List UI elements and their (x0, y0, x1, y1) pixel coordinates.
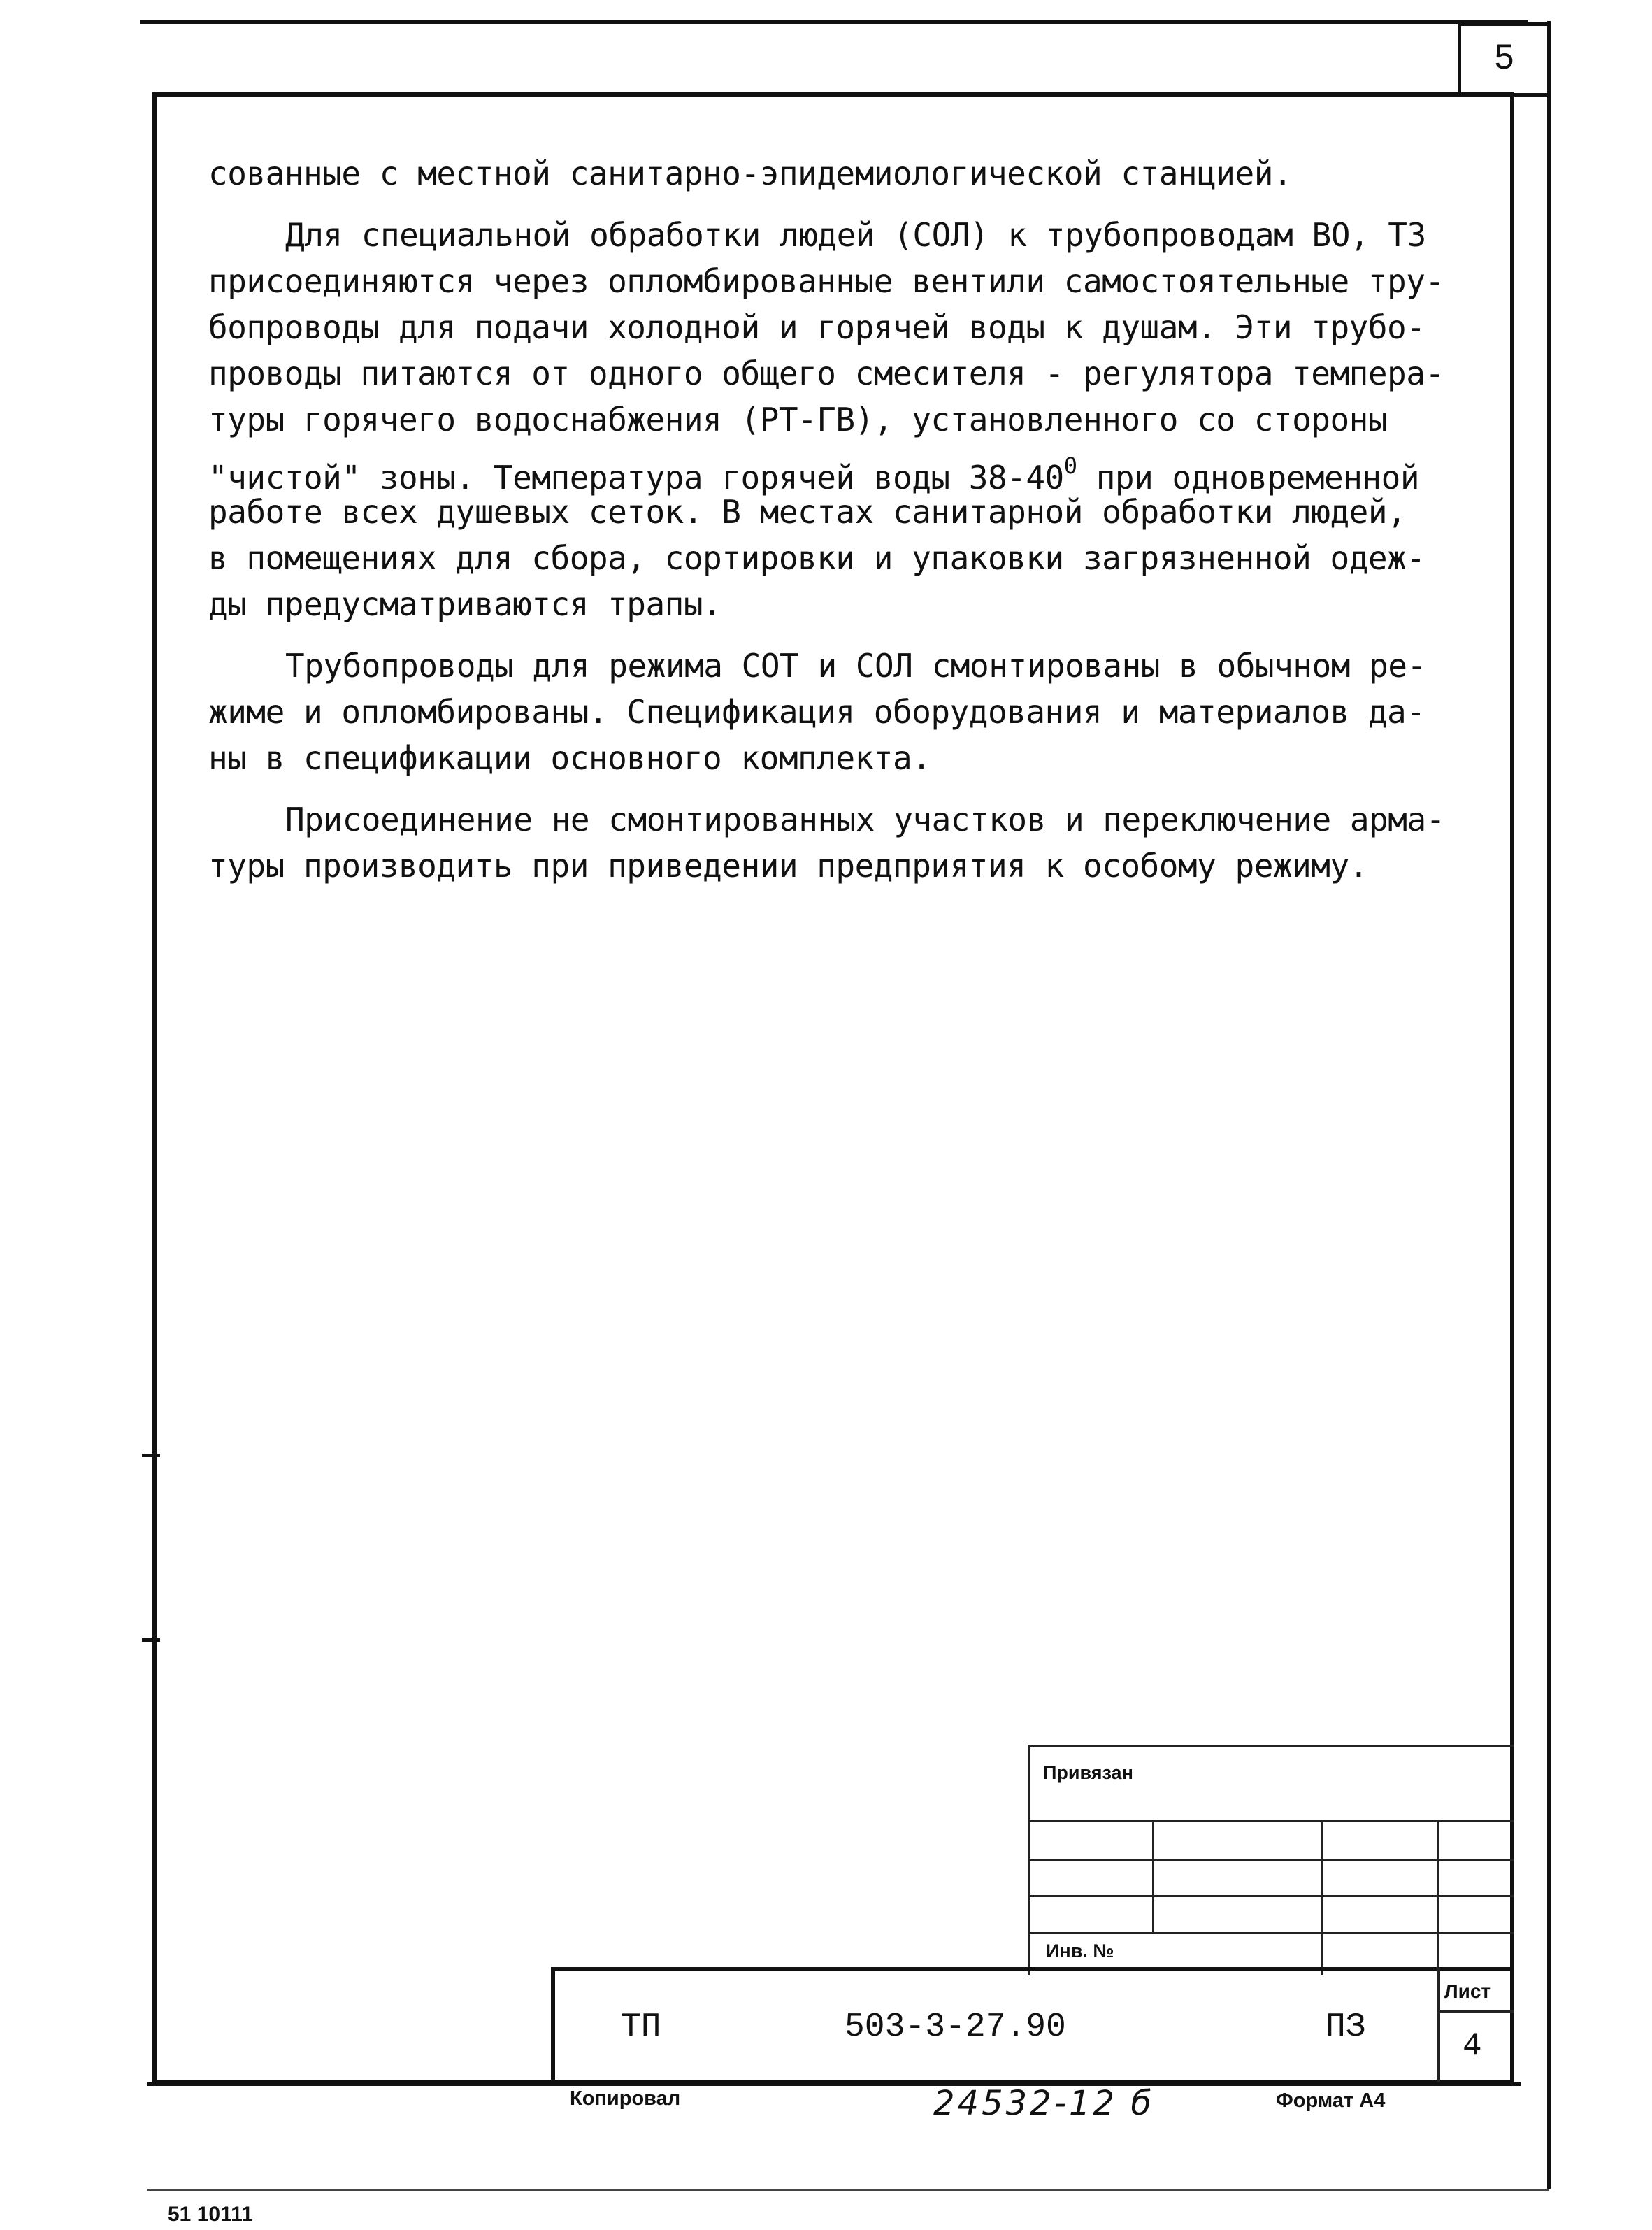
temperature-text: "чистой" зоны. Температура горячей воды 38-40 (208, 459, 1064, 496)
left-tick-mark (142, 1454, 160, 1457)
inv-number-label: Инв. № (1046, 1940, 1114, 1961)
main-text (208, 150, 1467, 889)
attach-table-col-line (1437, 1820, 1439, 1975)
paragraph-2-line: ды предусматриваются трапы. (208, 585, 722, 623)
paragraph-2-line: Для специальной обработки людей (СОЛ) к трубопроводам ВО, ТЗ (285, 216, 1426, 254)
attach-table-col-line (1321, 1820, 1323, 1975)
attach-table-row-line (1028, 1820, 1514, 1822)
bottom-edge-line (147, 2189, 1549, 2191)
left-tick-mark (142, 1638, 160, 1642)
bottom-frame-line (147, 2082, 1521, 2086)
paragraph-4-line: Присоединение не смонтированных участков и переключение арма- (285, 801, 1445, 838)
attach-table-col-line (1152, 1820, 1154, 1932)
attach-table-row-line (1028, 1932, 1514, 1934)
paragraph-2-line: работе всех душевых сеток. В местах санитарной обработки людей, (208, 493, 1407, 531)
temperature-text-end: при одновременной (1077, 459, 1420, 496)
paragraph-2-line: бопроводы для подачи холодной и горячей воды к душам. Эти трубо- (208, 308, 1425, 346)
top-edge-line (140, 20, 1528, 24)
paragraph-2-line: присоединяются через опломбированные вентили самостоятельные тру- (208, 262, 1444, 300)
sheet-number: 4 (1463, 2028, 1482, 2064)
attach-table-row-line (1028, 1895, 1514, 1897)
paragraph-3-line: ны в спецификации основного комплекта. (208, 739, 931, 777)
paragraph-2-line: в помещениях для сбора, сортировки и упаковки загрязненной одеж- (208, 539, 1425, 577)
attached-label: Привязан (1043, 1762, 1133, 1783)
paragraph-3-line: Трубопроводы для режима СОТ и СОЛ смонтированы в обычном ре- (285, 647, 1426, 685)
degree-mark: 0 (1063, 452, 1077, 479)
stamp-sheet-line (1437, 2010, 1514, 2013)
format-label: Формат А4 (1276, 2089, 1386, 2112)
code-number: 503-3-27.90 (845, 2008, 1066, 2046)
attach-table-row-line (1028, 1859, 1514, 1861)
code-tp: ТП (621, 2008, 661, 2046)
paragraph-2-line: туры горячего водоснабжения (РТ-ГВ), установленного со стороны (208, 401, 1388, 438)
stamp-sheet-divider (1437, 1967, 1440, 2084)
print-code: 51 10111 (168, 2203, 253, 2226)
handwritten-archive-number: 24532-12 б (933, 2084, 1154, 2123)
paragraph-4-line: туры производить при приведении предприятия к особому режиму. (208, 847, 1368, 885)
sheet-label: Лист (1444, 1980, 1491, 2002)
page-number: 5 (1494, 37, 1514, 76)
paragraph-2-line: проводы питаются от одного общего смесителя - регулятора темпера- (208, 355, 1444, 392)
paragraph-1-line: сованные с местной санитарно-эпидемиологической станцией. (208, 155, 1293, 192)
copied-label: Копировал (570, 2087, 681, 2110)
code-pz: ПЗ (1326, 2008, 1366, 2046)
attach-table-top (1028, 1745, 1514, 1747)
temperature-line (208, 443, 1467, 496)
paragraph-3-line: жиме и опломбированы. Спецификация оборудования и материалов да- (208, 693, 1425, 731)
outer-right-border (1547, 21, 1551, 2189)
